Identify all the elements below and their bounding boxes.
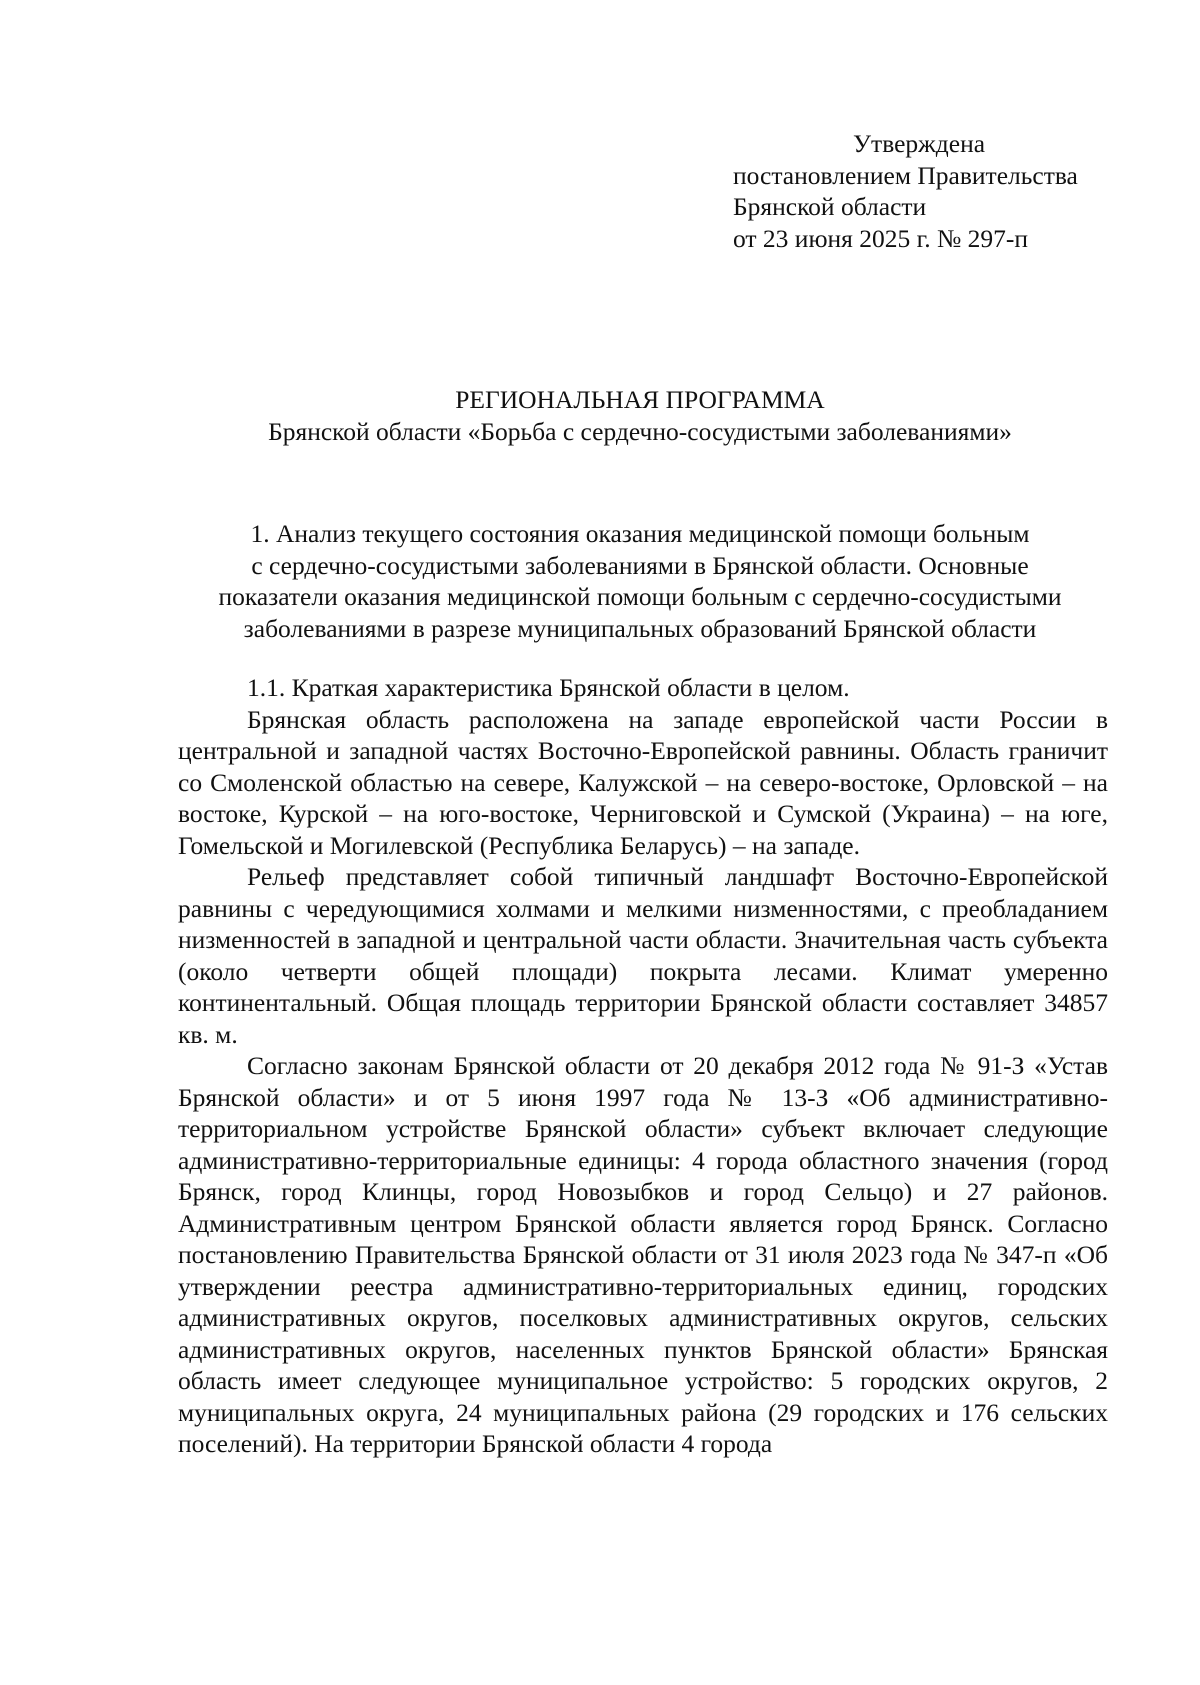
section-heading bbox=[170, 518, 1110, 644]
program-title-sub: Брянской области «Борьба с сердечно-сосудистыми заболеваниями» bbox=[268, 416, 1012, 446]
paragraph-relief: Рельеф представляет собой типичный ландшафт Восточно-Европейской равнины с чередующимися холмами и мелкими низменностями, с преобладанием низменностей в западной и центральной части области. Значительная часть субъекта (около четверти общей площади) покрыта лесами. Климат умеренно континентальный. Общая площадь территории Брянской области составляет 34857 кв. м. bbox=[178, 862, 1108, 1049]
subsection-heading: 1.1. Краткая характеристика Брянской области в целом. bbox=[247, 673, 850, 702]
body-text bbox=[178, 672, 1108, 1460]
section-heading-line-4: заболеваниями в разрезе муниципальных образований Брянской области bbox=[243, 613, 1037, 643]
approval-line-date-number: от 23 июня 2025 г. № 297-п bbox=[733, 223, 1029, 253]
paragraph-administrative: Согласно законам Брянской области от 20 декабря 2012 года № 91-З «Устав Брянской области» и от 5 июня 1997 года № 13-З «Об административно-территориальном устройстве Брянской области» субъект включает следующие административно-территориальные единицы: 4 города областного значения (город Брянск, город Клинцы, город Новозыбков и город Сельцо) и 27 районов. Административным центром Брянской области является город Брянск. Согласно постановлению Правительства Брянской области от 31 июля 2023 года № 347-п «Об утверждении реестра административно-территориальных единиц, городских административных округов, поселковых административных округов, сельских административных округов, населенных пунктов Брянской области» Брянская область имеет следующее муниципальное устройство: 5 городских округов, 2 муниципальных округа, 24 муниципальных района (29 городских и 176 сельских поселений). На территории Брянской области 4 города bbox=[178, 1051, 1108, 1458]
program-title-main: РЕГИОНАЛЬНАЯ ПРОГРАММА bbox=[455, 385, 825, 414]
paragraph-geography: Брянская область расположена на западе европейской части России в центральной и западной частях Восточно-Европейской равнины. Область граничит со Смоленской областью на севере, Калужской – на северо-востоке, Орловской – на востоке, Курской – на юго-востоке, Черниговской и Сумской (Украина) – на юге, Гомельской и Могилевской (Республика Беларусь) – на западе. bbox=[178, 704, 1108, 860]
approval-line-approved: Утверждена bbox=[853, 129, 986, 158]
approval-stamp bbox=[733, 128, 1153, 254]
section-heading-line-3: показатели оказания медицинской помощи больным с сердечно-сосудистыми bbox=[218, 582, 1062, 611]
program-title bbox=[170, 384, 1110, 447]
section-heading-line-1: 1. Анализ текущего состояния оказания медицинской помощи больным bbox=[250, 519, 1030, 548]
approval-line-resolution: постановлением Правительства bbox=[733, 160, 1078, 190]
approval-line-region: Брянской области bbox=[733, 192, 927, 221]
section-heading-line-2: с сердечно-сосудистыми заболеваниями в Брянской области. Основные bbox=[251, 550, 1029, 580]
